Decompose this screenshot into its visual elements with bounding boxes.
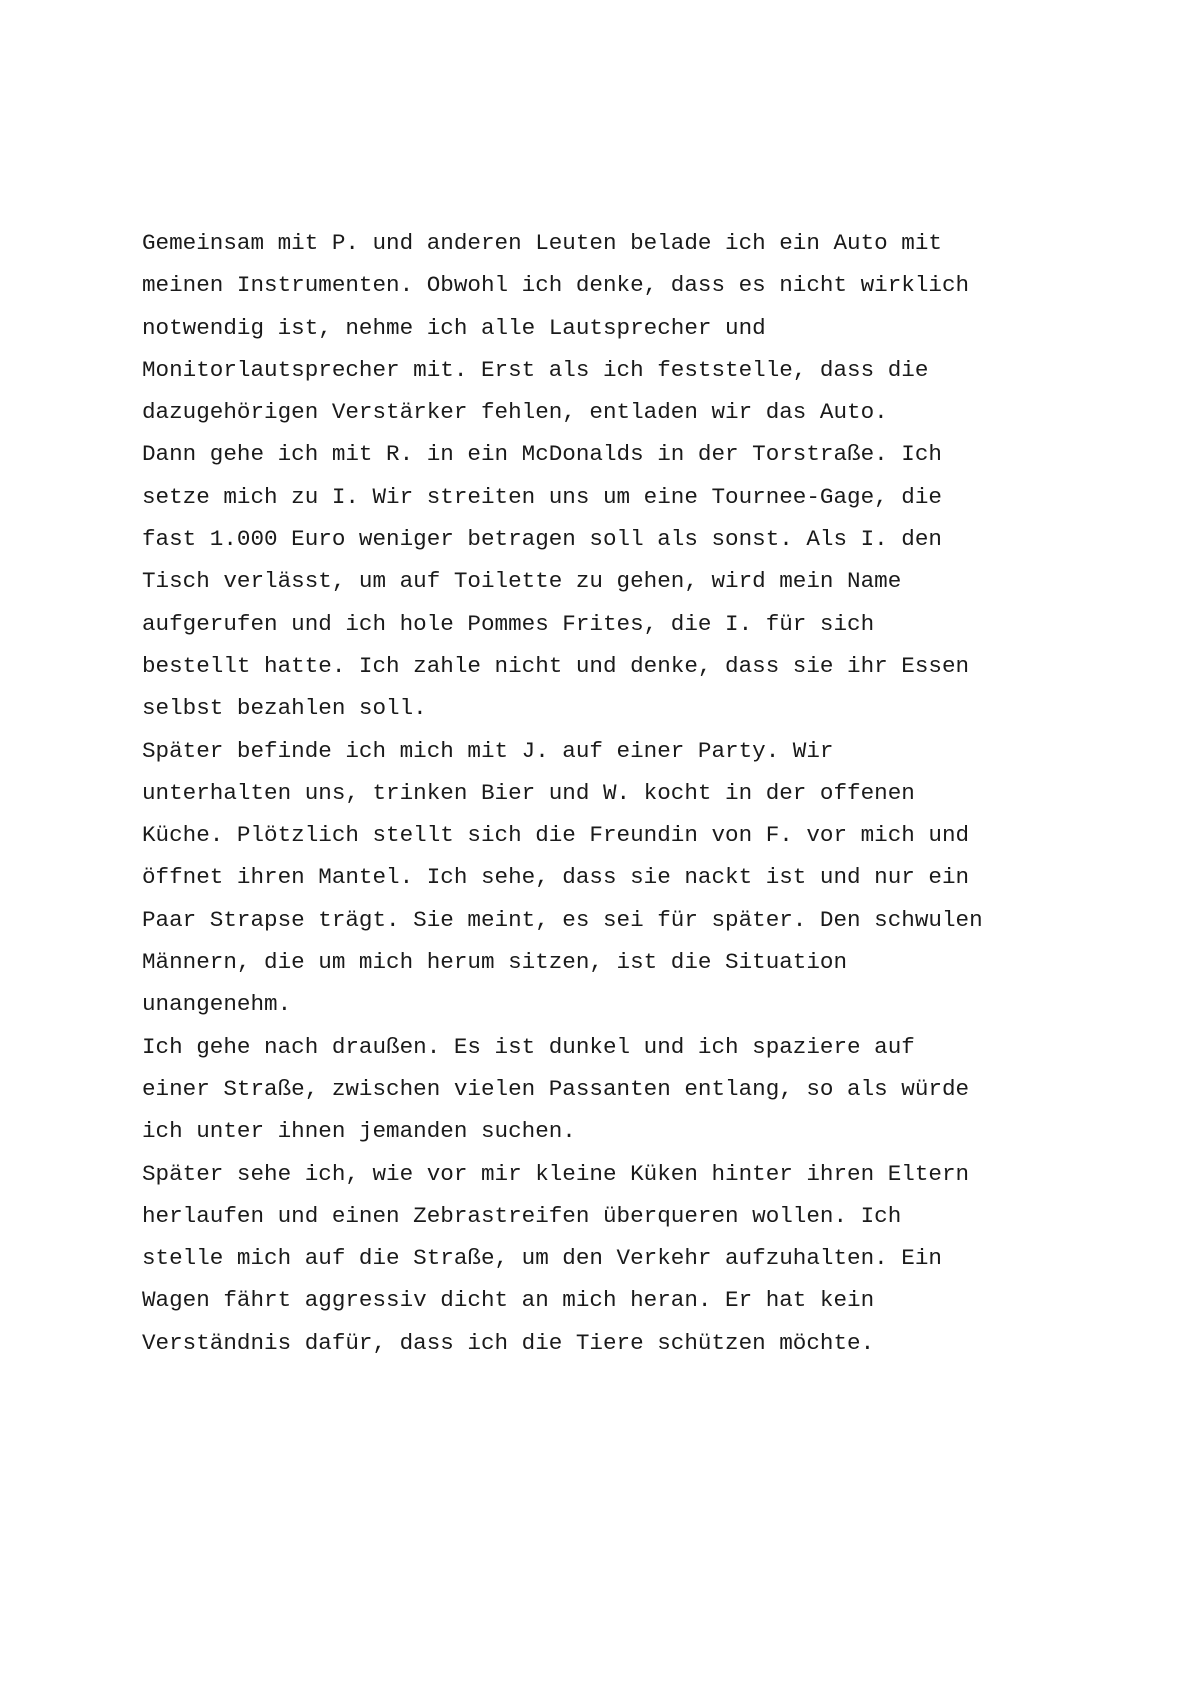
- text-line: Ich gehe nach draußen. Es ist dunkel und ich spaziere auf: [142, 1033, 915, 1060]
- text-line: bestellt hatte. Ich zahle nicht und denke, dass sie ihr Essen: [142, 652, 970, 679]
- text-line: Paar Strapse trägt. Sie meint, es sei für später. Den schwulen: [142, 906, 983, 933]
- text-line: setze mich zu I. Wir streiten uns um eine Tournee-Gage, die: [142, 483, 942, 510]
- text-line: aufgerufen und ich hole Pommes Frites, die I. für sich: [142, 610, 875, 637]
- body-text: [142, 222, 1082, 1364]
- text-line: meinen Instrumenten. Obwohl ich denke, dass es nicht wirklich: [142, 272, 970, 299]
- text-line: ich unter ihnen jemanden suchen.: [142, 1118, 576, 1145]
- text-line: herlaufen und einen Zebrastreifen überqueren wollen. Ich: [142, 1202, 902, 1229]
- text-line: notwendig ist, nehme ich alle Lautsprecher und: [142, 314, 766, 341]
- text-line: dazugehörigen Verstärker fehlen, entladen wir das Auto.: [142, 399, 888, 426]
- text-line: Dann gehe ich mit R. in ein McDonalds in der Torstraße. Ich: [142, 441, 942, 468]
- text-line: Später befinde ich mich mit J. auf einer Party. Wir: [142, 737, 834, 764]
- text-line: stelle mich auf die Straße, um den Verkehr aufzuhalten. Ein: [142, 1245, 942, 1272]
- text-line: Gemeinsam mit P. und anderen Leuten belade ich ein Auto mit: [142, 230, 942, 256]
- text-line: fast 1.000 Euro weniger betragen soll als sonst. Als I. den: [142, 526, 942, 553]
- text-line: Männern, die um mich herum sitzen, ist die Situation: [142, 949, 848, 976]
- text-line: einer Straße, zwischen vielen Passanten entlang, so als würde: [142, 1075, 970, 1102]
- text-line: Später sehe ich, wie vor mir kleine Küken hinter ihren Eltern: [142, 1160, 970, 1187]
- text-line: Verständnis dafür, dass ich die Tiere schützen möchte.: [142, 1329, 875, 1356]
- text-line: öffnet ihren Mantel. Ich sehe, dass sie nackt ist und nur ein: [142, 864, 970, 891]
- text-line: unterhalten uns, trinken Bier und W. kocht in der offenen: [142, 779, 915, 806]
- text-line: unangenehm.: [142, 991, 292, 1018]
- text-line: selbst bezahlen soll.: [142, 695, 427, 722]
- text-line: Tisch verlässt, um auf Toilette zu gehen, wird mein Name: [142, 568, 902, 595]
- text-line: Wagen fährt aggressiv dicht an mich heran. Er hat kein: [142, 1287, 875, 1314]
- text-line: Monitorlautsprecher mit. Erst als ich feststelle, dass die: [142, 356, 929, 383]
- text-line: Küche. Plötzlich stellt sich die Freundin von F. vor mich und: [142, 822, 970, 849]
